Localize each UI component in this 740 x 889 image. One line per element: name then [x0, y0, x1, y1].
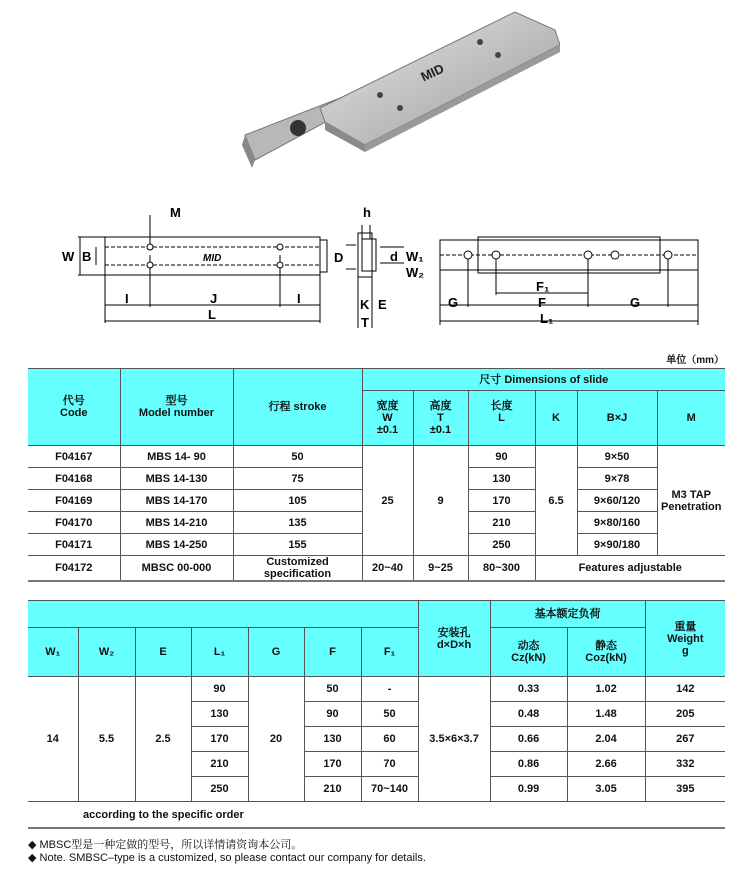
label-d: d [390, 249, 398, 264]
header-F1: F₁ [361, 628, 418, 677]
unit-label: 单位（mm） [666, 355, 724, 366]
header-W1: W₁ [28, 628, 78, 677]
table-row: 14 5.5 2.5 90 20 50 - 3.5×6×3.7 0.33 1.02 142 [28, 677, 725, 702]
label-G-left: G [448, 295, 459, 310]
label-D: D [334, 250, 344, 265]
header-M: M [657, 391, 725, 446]
label-I-left: I [125, 291, 129, 306]
label-L1: L₁ [540, 311, 554, 326]
header-weight: 重量 Weight g [645, 601, 725, 677]
dimensions-table [28, 368, 725, 582]
label-I-right: I [297, 291, 301, 306]
table-row: 250 210 70~140 0.99 3.05 395 [28, 777, 725, 802]
shared-W: 25 [362, 446, 413, 556]
table-row: F04171 MBS 14-250 155 250 9×90/180 [28, 534, 725, 556]
label-T: T [361, 315, 369, 330]
header-T: 高度 T ±0.1 [413, 391, 468, 446]
shared-T: 9 [413, 446, 468, 556]
label-F: F [538, 295, 546, 310]
header-L1: L₁ [191, 628, 248, 677]
load-table [28, 600, 725, 829]
front-logo: MID [203, 253, 222, 264]
header-W: 宽度 W ±0.1 [362, 391, 413, 446]
label-K: K [360, 297, 370, 312]
label-E: E [378, 297, 387, 312]
label-W1: W₁ [406, 249, 424, 264]
note-chinese: ◆ MBSC型是一种定做的型号，所以详情请资询本公司。 [28, 839, 303, 851]
technical-drawing [0, 195, 740, 335]
header-E: E [135, 628, 191, 677]
label-F1: F₁ [536, 279, 550, 294]
label-h: h [363, 205, 371, 220]
table-row: F04170 MBS 14-210 135 210 9×80/160 [28, 512, 725, 534]
header-BJ: B×J [577, 391, 657, 446]
label-M: M [170, 205, 181, 220]
table-row: F04168 MBS 14-130 75 130 9×78 [28, 468, 725, 490]
photo-logo: MID [418, 60, 447, 85]
header-hole: 安装孔 d×D×h [418, 601, 490, 677]
header-G: G [248, 628, 304, 677]
header-L: 长度 L [468, 391, 535, 446]
shared-K: 6.5 [535, 446, 577, 556]
note-english: ◆ Note. SMBSC–type is a customized, so please contact our company for details. [28, 852, 426, 864]
label-G-right: G [630, 295, 641, 310]
header-blank [28, 601, 418, 628]
table-row: F04167 MBS 14- 90 50 25 9 90 6.5 9×50 M3 TAP Penetration [28, 446, 725, 468]
table-row: 170 130 60 0.66 2.04 267 [28, 727, 725, 752]
header-K: K [535, 391, 577, 446]
table-row-custom: F04172 MBSC 00-000 Customized specification 20~40 9~25 80~300 Features adjustable [28, 556, 725, 582]
header-F: F [304, 628, 361, 677]
table-row: 130 90 50 0.48 1.48 205 [28, 702, 725, 727]
label-W: W [62, 249, 75, 264]
header-dynamic: 动态 Cz(kN) [490, 628, 567, 677]
label-W2: W₂ [406, 265, 425, 280]
label-B: B [82, 249, 92, 264]
header-model: 型号 Model number [120, 369, 233, 446]
label-L: L [208, 307, 216, 322]
label-J: J [210, 291, 218, 306]
header-stroke: 行程 stroke [233, 369, 362, 446]
table-row: 210 170 70 0.86 2.66 332 [28, 752, 725, 777]
header-dimensions: 尺寸 Dimensions of slide [362, 369, 725, 391]
header-W2: W₂ [78, 628, 135, 677]
table-row: F04169 MBS 14-170 105 170 9×60/120 [28, 490, 725, 512]
header-load: 基本额定负荷 [490, 601, 645, 628]
header-code: 代号 Code [28, 369, 120, 446]
product-photo [230, 0, 560, 175]
table-footer: according to the specific order [28, 802, 725, 829]
shared-M: M3 TAP Penetration [657, 446, 725, 556]
header-static: 静态 Coz(kN) [567, 628, 645, 677]
